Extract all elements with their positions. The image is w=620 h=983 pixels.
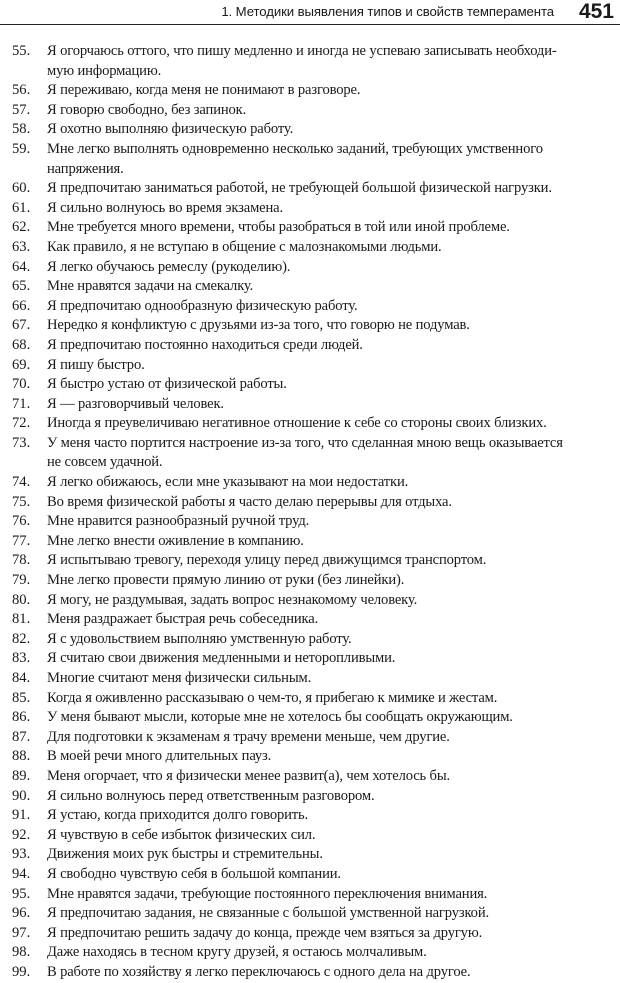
item-text (47, 375, 618, 395)
questionnaire-item (0, 571, 620, 591)
questionnaire-item (0, 767, 620, 787)
item-text (47, 218, 618, 238)
questionnaire-item (0, 551, 620, 571)
item-text-line: Мне нравятся задачи, требующие постоянного переключения внимания. (47, 885, 488, 902)
item-number: 70. (12, 376, 31, 393)
item-text-line: Я предпочитаю заниматься работой, не требующей большой физической нагрузки. (47, 180, 552, 197)
item-text-line: Я предпочитаю постоянно находиться среди людей. (47, 336, 363, 353)
item-text-line: У меня часто портится настроение из-за того, что сделанная мною вещь оказывается (47, 434, 563, 451)
questionnaire-item (0, 943, 620, 963)
item-number: 71. (12, 395, 31, 412)
item-text (47, 591, 618, 611)
item-text-line: Во время физической работы я часто делаю перерывы для отдыха. (47, 493, 452, 510)
item-text-line: В моей речи много длительных пауз. (47, 748, 272, 765)
item-text (47, 806, 618, 826)
item-number: 83. (12, 650, 31, 667)
item-number: 72. (12, 415, 31, 432)
item-text-line: Меня раздражает быстрая речь собеседника. (47, 611, 319, 628)
questionnaire-item (0, 630, 620, 650)
item-number: 80. (12, 591, 31, 608)
item-text (47, 571, 618, 591)
questionnaire-item (0, 865, 620, 885)
questionnaire-item (0, 806, 620, 826)
item-text-line: Меня огорчает, что я физически менее развит(а), чем хотелось бы. (47, 767, 450, 784)
item-text (47, 199, 618, 219)
item-number: 85. (12, 689, 31, 706)
item-text-line: Я чувствую в себе избыток физических сил. (47, 826, 316, 843)
item-text-line: Мне легко провести прямую линию от руки (без линейки). (47, 572, 405, 589)
questionnaire-item (0, 81, 620, 101)
item-text (47, 140, 618, 179)
item-text (47, 493, 618, 513)
item-number: 64. (12, 258, 31, 275)
questionnaire-item (0, 728, 620, 748)
item-number: 58. (12, 121, 31, 138)
item-text (47, 708, 618, 728)
questionnaire-item (0, 434, 620, 473)
questionnaire-item (0, 375, 620, 395)
item-text-line: Я переживаю, когда меня не понимают в разговоре. (47, 82, 361, 99)
questionnaire-item (0, 336, 620, 356)
item-text (47, 81, 618, 101)
item-number: 98. (12, 944, 31, 961)
item-number: 66. (12, 297, 31, 314)
item-number: 82. (12, 630, 31, 647)
questionnaire-list (0, 42, 620, 983)
item-text (47, 630, 618, 650)
item-text-line: Даже находясь в тесном кругу друзей, я остаюсь молчаливым. (47, 944, 427, 961)
item-text (47, 238, 618, 258)
item-text-line: Я устаю, когда приходится долго говорить. (47, 807, 309, 824)
questionnaire-item (0, 140, 620, 179)
item-text-line: Я сильно волнуюсь во время экзамена. (47, 199, 283, 216)
item-text (47, 473, 618, 493)
item-text-line: В работе по хозяйству я легко переключаюсь с одного дела на другое. (47, 963, 471, 980)
questionnaire-item (0, 473, 620, 493)
item-text-line: Я свободно чувствую себя в большой компании. (47, 865, 341, 882)
item-number: 62. (12, 219, 31, 236)
running-header (0, 0, 620, 25)
item-number: 59. (12, 140, 31, 157)
questionnaire-item (0, 258, 620, 278)
item-text-line: Я охотно выполняю физическую работу. (47, 121, 294, 138)
item-text-line: Многие считают меня физически сильным. (47, 670, 312, 686)
item-number: 69. (12, 356, 31, 373)
item-number: 92. (12, 826, 31, 843)
questionnaire-item (0, 591, 620, 611)
item-text-line: напряжения. (47, 160, 124, 177)
item-text-line: Иногда я преувеличиваю негативное отношение к себе со стороны своих близких. (47, 415, 547, 432)
questionnaire-item (0, 101, 620, 121)
item-text (47, 963, 618, 983)
item-text-line: мую информацию. (47, 62, 162, 79)
item-number: 63. (12, 238, 31, 255)
item-number: 73. (12, 434, 31, 451)
item-text (47, 434, 618, 473)
item-number: 77. (12, 532, 31, 549)
item-text (47, 943, 618, 963)
item-text-line: Я могу, не раздумывая, задать вопрос незнакомому человеку. (47, 591, 418, 608)
questionnaire-item (0, 963, 620, 983)
item-text (47, 865, 618, 885)
item-text (47, 101, 618, 121)
item-text-line: Я легко обучаюсь ремеслу (рукоделию). (47, 258, 291, 275)
item-number: 91. (12, 807, 31, 824)
item-text (47, 649, 618, 669)
questionnaire-item (0, 512, 620, 532)
item-text (47, 924, 618, 944)
item-number: 61. (12, 199, 31, 216)
item-number: 81. (12, 611, 31, 628)
item-number: 65. (12, 278, 31, 295)
questionnaire-item (0, 924, 620, 944)
item-number: 87. (12, 728, 31, 745)
item-text-line: не совсем удачной. (47, 454, 163, 471)
item-text (47, 551, 618, 571)
item-text-line: Когда я оживленно рассказываю о чем-то, я прибегаю к мимике и жестам. (47, 689, 498, 706)
item-text (47, 336, 618, 356)
item-number: 90. (12, 787, 31, 804)
item-number: 97. (12, 924, 31, 941)
item-text-line: Мне нравятся задачи на смекалку. (47, 278, 254, 295)
item-text (47, 277, 618, 297)
item-text-line: Я предпочитаю однообразную физическую работу. (47, 297, 358, 314)
item-text (47, 767, 618, 787)
item-text-line: Мне требуется много времени, чтобы разобраться в той или иной проблеме. (47, 219, 510, 236)
item-text (47, 787, 618, 807)
questionnaire-item (0, 787, 620, 807)
questionnaire-item (0, 395, 620, 415)
item-number: 93. (12, 846, 31, 863)
item-text-line: Я с удовольствием выполняю умственную работу. (47, 630, 352, 647)
item-number: 75. (12, 493, 31, 510)
item-text-line: Для подготовки к экзаменам я трачу времени меньше, чем другие. (47, 728, 450, 745)
questionnaire-item (0, 277, 620, 297)
questionnaire-item (0, 610, 620, 630)
questionnaire-item (0, 179, 620, 199)
questionnaire-item (0, 904, 620, 924)
item-text (47, 179, 618, 199)
item-number: 88. (12, 748, 31, 765)
item-text (47, 689, 618, 709)
item-text (47, 42, 618, 81)
item-text (47, 414, 618, 434)
item-number: 95. (12, 885, 31, 902)
item-text (47, 395, 618, 415)
item-number: 94. (12, 865, 31, 882)
item-text-line: Я говорю свободно, без запинок. (47, 101, 247, 118)
item-number: 68. (12, 336, 31, 353)
item-text (47, 532, 618, 552)
item-number: 55. (12, 43, 31, 59)
questionnaire-item (0, 669, 620, 689)
item-text-line: У меня бывают мысли, которые мне не хотелось бы сообщать окружающим. (47, 709, 513, 726)
questionnaire-item (0, 747, 620, 767)
item-text (47, 669, 618, 689)
questionnaire-item (0, 199, 620, 219)
questionnaire-item (0, 356, 620, 376)
questionnaire-item (0, 42, 620, 81)
item-text-line: Я пишу быстро. (47, 356, 145, 373)
item-text-line: Мне легко внести оживление в компанию. (47, 532, 304, 549)
item-text-line: Как правило, я не вступаю в общение с малознакомыми людьми. (47, 238, 442, 255)
item-text (47, 512, 618, 532)
item-text-line: Я предпочитаю задания, не связанные с большой умственной нагрузкой. (47, 905, 489, 922)
item-text-line: Я огорчаюсь оттого, что пишу медленно и иногда не успеваю записывать необходи- (47, 43, 557, 59)
item-number: 99. (12, 963, 31, 980)
questionnaire-item (0, 238, 620, 258)
item-text (47, 826, 618, 846)
item-text (47, 297, 618, 317)
questionnaire-item (0, 885, 620, 905)
item-text-line: Я считаю свои движения медленными и неторопливыми. (47, 650, 396, 667)
questionnaire-item (0, 414, 620, 434)
item-number: 86. (12, 709, 31, 726)
item-text-line: Мне нравится разнообразный ручной труд. (47, 513, 310, 530)
item-text (47, 885, 618, 905)
item-number: 74. (12, 474, 31, 491)
questionnaire-item (0, 649, 620, 669)
item-text-line: Мне легко выполнять одновременно несколько заданий, требующих умственного (47, 140, 543, 157)
questionnaire-item (0, 532, 620, 552)
item-number: 78. (12, 552, 31, 569)
item-text (47, 356, 618, 376)
item-text-line: Я легко обижаюсь, если мне указывают на мои недостатки. (47, 474, 409, 491)
item-text (47, 728, 618, 748)
item-text (47, 610, 618, 630)
item-text-line: Движения моих рук быстры и стремительны. (47, 846, 323, 863)
item-number: 76. (12, 513, 31, 530)
item-number: 56. (12, 82, 31, 99)
item-text-line: Я сильно волнуюсь перед ответственным разговором. (47, 787, 375, 804)
item-number: 60. (12, 180, 31, 197)
questionnaire-item (0, 120, 620, 140)
item-number: 67. (12, 317, 31, 334)
item-number: 96. (12, 905, 31, 922)
item-number: 57. (12, 101, 31, 118)
chapter-title: 1. Методики выявления типов и свойств темперамента (221, 4, 554, 19)
item-text (47, 258, 618, 278)
item-text-line: Я — разговорчивый человек. (47, 395, 224, 412)
item-number: 89. (12, 767, 31, 784)
questionnaire-item (0, 708, 620, 728)
item-text-line: Я быстро устаю от физической работы. (47, 376, 287, 393)
item-text (47, 120, 618, 140)
item-text (47, 747, 618, 767)
questionnaire-item (0, 689, 620, 709)
questionnaire-item (0, 845, 620, 865)
questionnaire-item (0, 826, 620, 846)
item-text-line: Я предпочитаю решить задачу до конца, прежде чем взяться за другую. (47, 924, 483, 941)
questionnaire-item (0, 297, 620, 317)
item-number: 79. (12, 572, 31, 589)
questionnaire-item (0, 493, 620, 513)
questionnaire-item (0, 218, 620, 238)
item-text (47, 904, 618, 924)
item-text (47, 845, 618, 865)
questionnaire-item (0, 316, 620, 336)
page-number: 451 (578, 0, 614, 23)
item-number: 84. (12, 670, 31, 686)
item-text-line: Нередко я конфликтую с друзьями из-за того, что говорю не подумав. (47, 317, 470, 334)
item-text-line: Я испытываю тревогу, переходя улицу перед движущимся транспортом. (47, 552, 487, 569)
item-text (47, 316, 618, 336)
